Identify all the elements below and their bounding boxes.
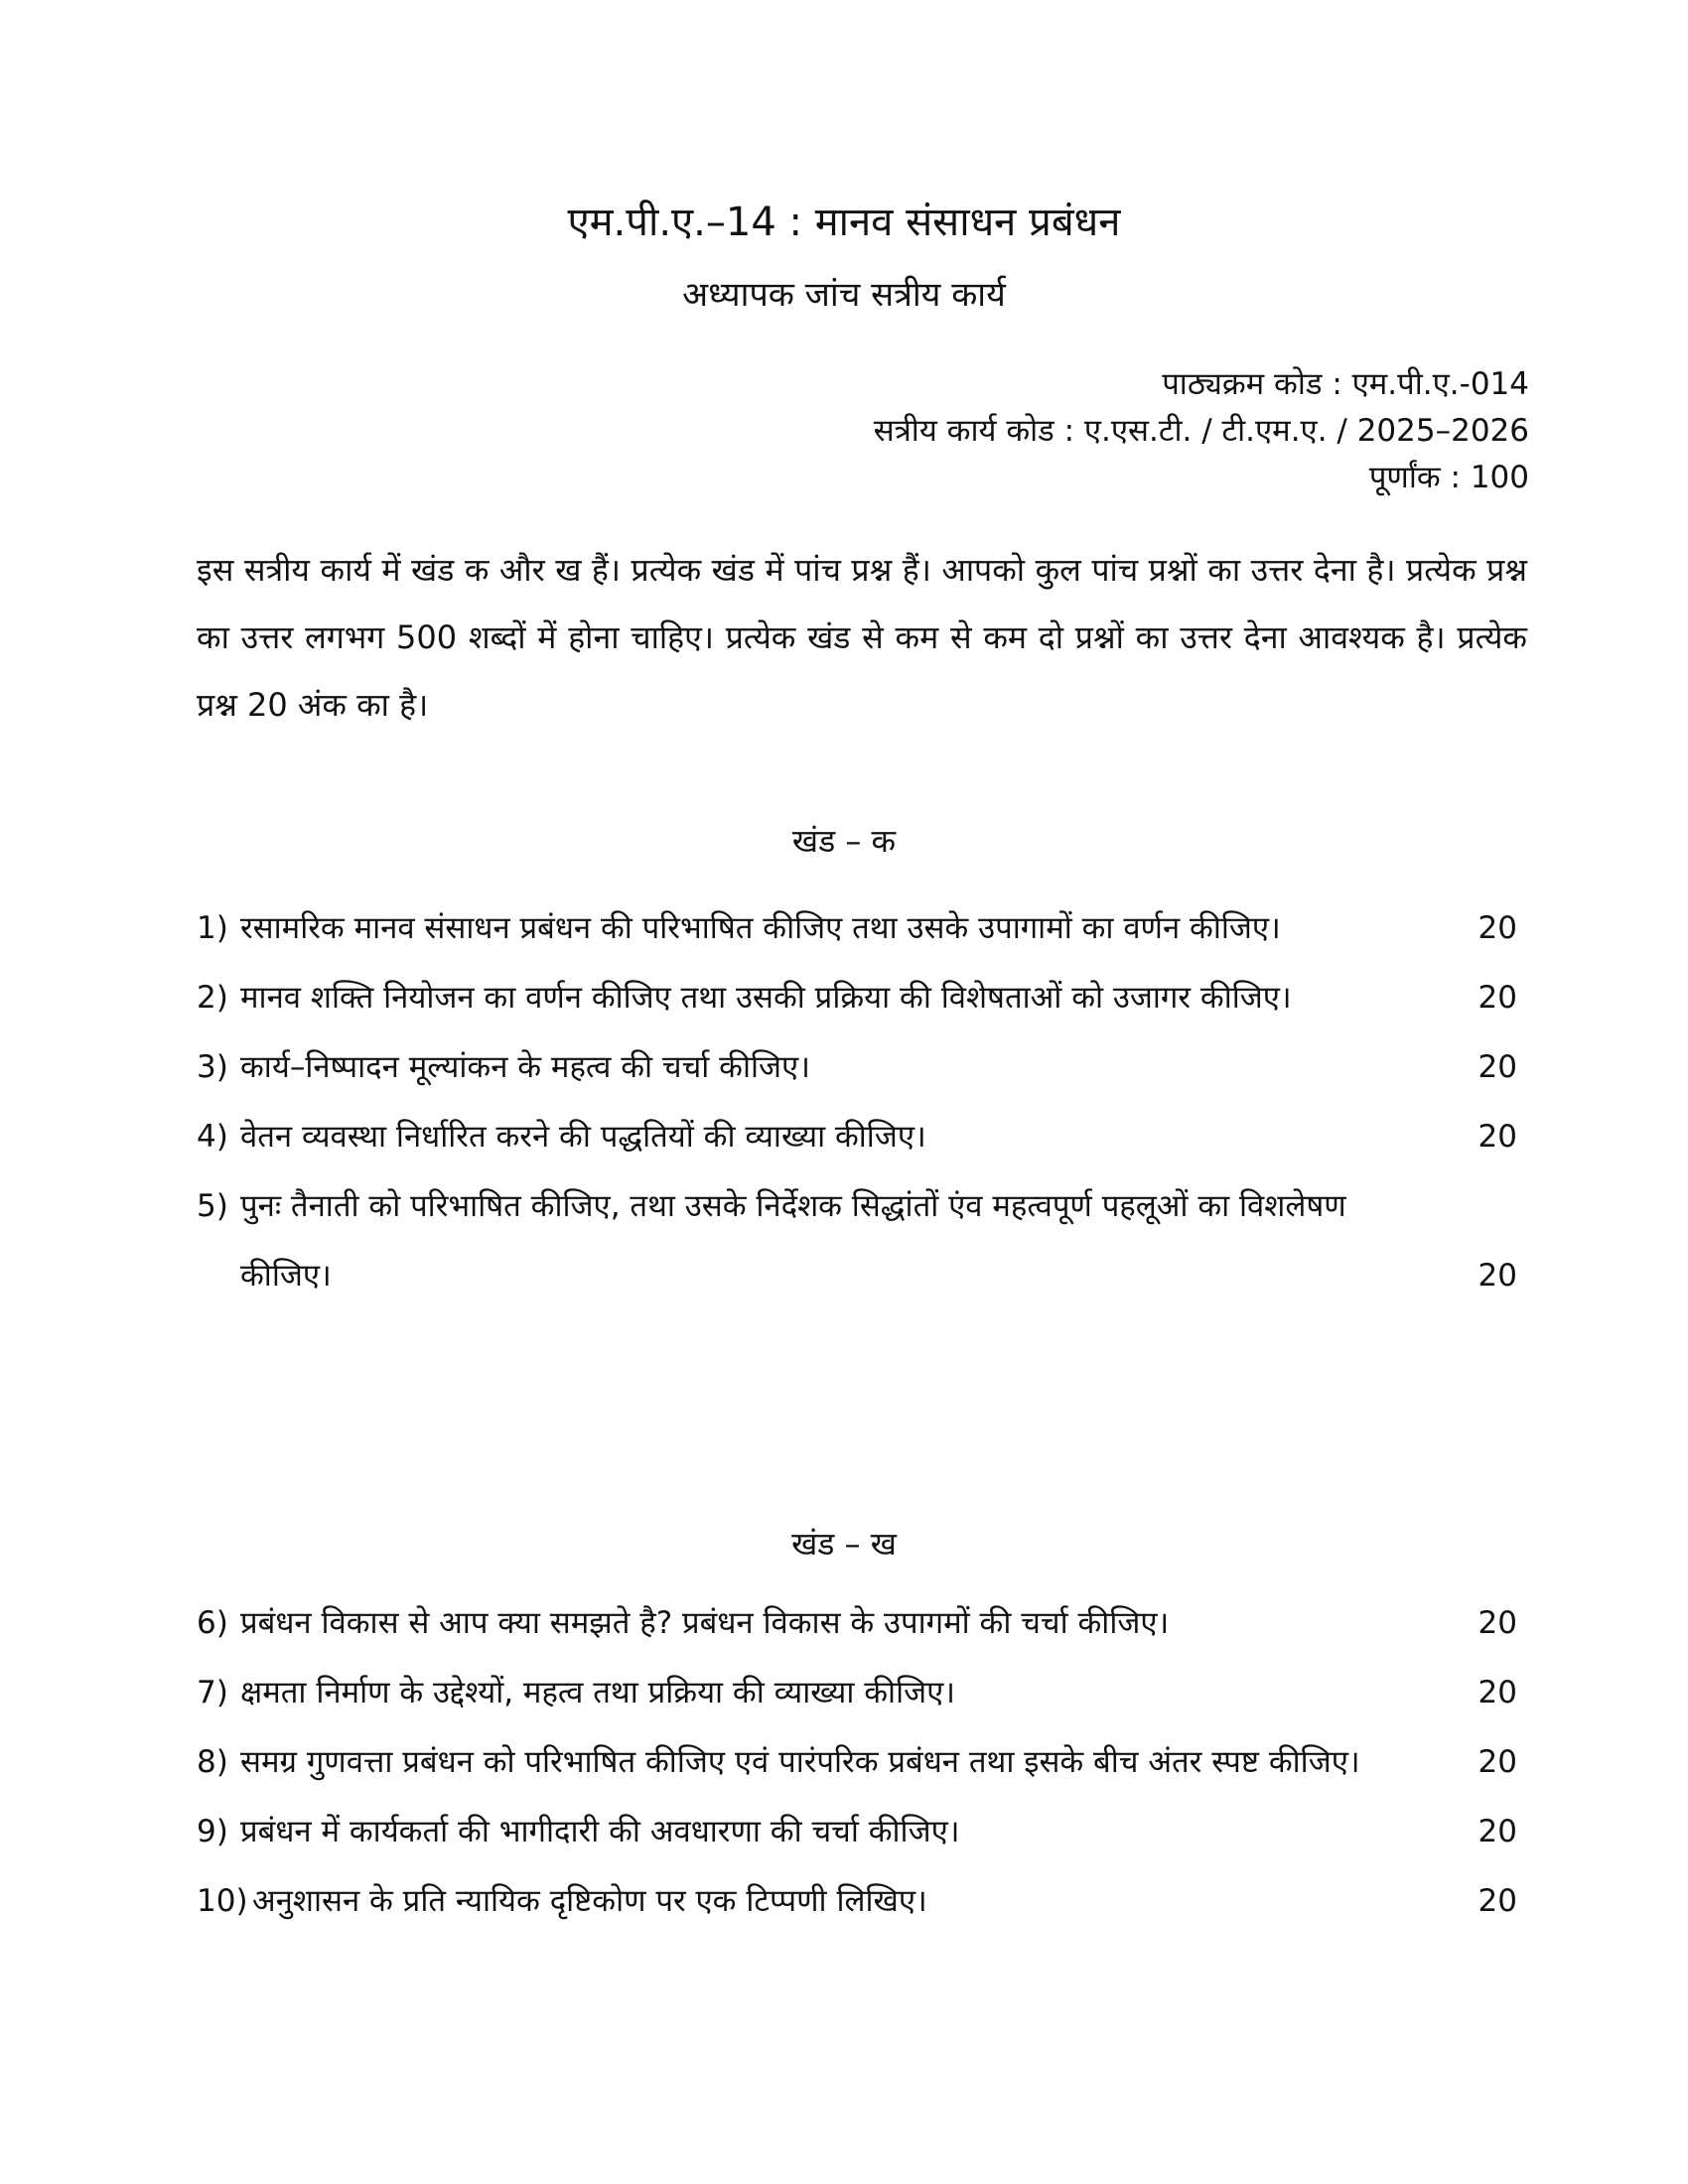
page-subtitle: अध्यापक जांच सत्रीय कार्य bbox=[682, 275, 1006, 315]
question-marks: 20 bbox=[1477, 1605, 1517, 1641]
question-text: रसामरिक मानव संसाधन प्रबंधन की परिभाषित कीजिए तथा उसके उपागामों का वर्णन कीजिए। bbox=[240, 910, 1281, 946]
question-number: 4) bbox=[197, 1119, 228, 1155]
question-marks: 20 bbox=[1477, 1744, 1517, 1780]
question-number: 5) bbox=[197, 1188, 228, 1224]
question-item bbox=[197, 1797, 1517, 1866]
question-number: 10) bbox=[197, 1883, 248, 1919]
question-number: 3) bbox=[197, 1049, 228, 1085]
question-marks: 20 bbox=[1477, 1883, 1517, 1919]
question-marks: 20 bbox=[1477, 1049, 1517, 1085]
instructions-paragraph: इस सत्रीय कार्य में खंड क और ख हैं। प्रत्येक खंड में पांच प्रश्न हैं। आपको कुल पांच प्रश्नों का उत्तर देना है। प्रत्येक प्रश्न का उत्तर लगभग 500 शब्दों में होना चाहिए। प्रत्येक खंड से कम से कम दो प्रश्नों का उत्तर देना आवश्यक है। प्रत्येक प्रश्न 20 अंक का है। bbox=[197, 551, 1527, 724]
question-item bbox=[197, 1658, 1517, 1727]
question-number: 2) bbox=[197, 980, 228, 1016]
max-marks: पूर्णांक : 100 bbox=[1368, 460, 1529, 495]
question-marks: 20 bbox=[1477, 1675, 1517, 1710]
section-heading-b: खंड – ख bbox=[791, 1525, 897, 1563]
question-item bbox=[197, 1588, 1517, 1658]
question-number: 8) bbox=[197, 1744, 228, 1780]
question-marks: 20 bbox=[1477, 910, 1517, 946]
question-item bbox=[197, 1866, 1517, 1936]
page-title: एम.पी.ए.–14 : मानव संसाधन प्रबंधन bbox=[567, 200, 1121, 245]
question-marks: 20 bbox=[1477, 1814, 1517, 1849]
question-text: पुनः तैनाती को परिभाषित कीजिए, तथा उसके निर्देशक सिद्धांतों एंव महत्वपूर्ण पहलूओं का विशलेषण कीजिए। bbox=[240, 1188, 1346, 1294]
question-item bbox=[197, 1727, 1517, 1797]
question-item bbox=[197, 1032, 1517, 1102]
question-number: 7) bbox=[197, 1675, 228, 1710]
question-item bbox=[197, 963, 1517, 1032]
question-text: अनुशासन के प्रति न्यायिक दृष्टिकोण पर एक टिप्पणी लिखिए। bbox=[252, 1883, 927, 1919]
question-list-b bbox=[197, 1588, 1517, 1936]
question-list-a bbox=[197, 893, 1517, 1310]
question-text: समग्र गुणवत्ता प्रबंधन को परिभाषित कीजिए एवं पारंपरिक प्रबंधन तथा इसके बीच अंतर स्पष्ट कीजिए। bbox=[240, 1744, 1360, 1780]
assignment-code: सत्रीय कार्य कोड : ए.एस.टी. / टी.एम.ए. / 2025–2026 bbox=[873, 413, 1529, 449]
question-text: मानव शक्ति नियोजन का वर्णन कीजिए तथा उसकी प्रक्रिया की विशेषताओं को उजागर कीजिए। bbox=[240, 980, 1292, 1016]
question-text: प्रबंधन विकास से आप क्या समझते है? प्रबंधन विकास के उपागमों की चर्चा कीजिए। bbox=[240, 1605, 1170, 1641]
course-code: पाठ्यक्रम कोड : एम.पी.ए.-014 bbox=[1162, 366, 1529, 402]
section-heading-a: खंड – क bbox=[791, 822, 897, 860]
question-item bbox=[197, 1102, 1517, 1171]
question-text: वेतन व्यवस्था निर्धारित करने की पद्धतियों की व्याख्या कीजिए। bbox=[240, 1119, 926, 1155]
question-marks: 20 bbox=[1477, 980, 1517, 1016]
question-text: कार्य–निष्पादन मूल्यांकन के महत्व की चर्चा कीजिए। bbox=[240, 1049, 810, 1085]
question-item bbox=[197, 1171, 1517, 1310]
question-number: 6) bbox=[197, 1605, 228, 1641]
assignment-meta bbox=[874, 361, 1529, 501]
question-number: 1) bbox=[197, 910, 228, 946]
question-text: क्षमता निर्माण के उद्देश्यों, महत्व तथा प्रक्रिया की व्याख्या कीजिए। bbox=[240, 1675, 955, 1710]
question-marks: 20 bbox=[1477, 1258, 1517, 1294]
question-marks: 20 bbox=[1477, 1119, 1517, 1155]
question-text: प्रबंधन में कार्यकर्ता की भागीदारी की अवधारणा की चर्चा कीजिए। bbox=[240, 1814, 960, 1849]
question-number: 9) bbox=[197, 1814, 228, 1849]
question-item bbox=[197, 893, 1517, 963]
